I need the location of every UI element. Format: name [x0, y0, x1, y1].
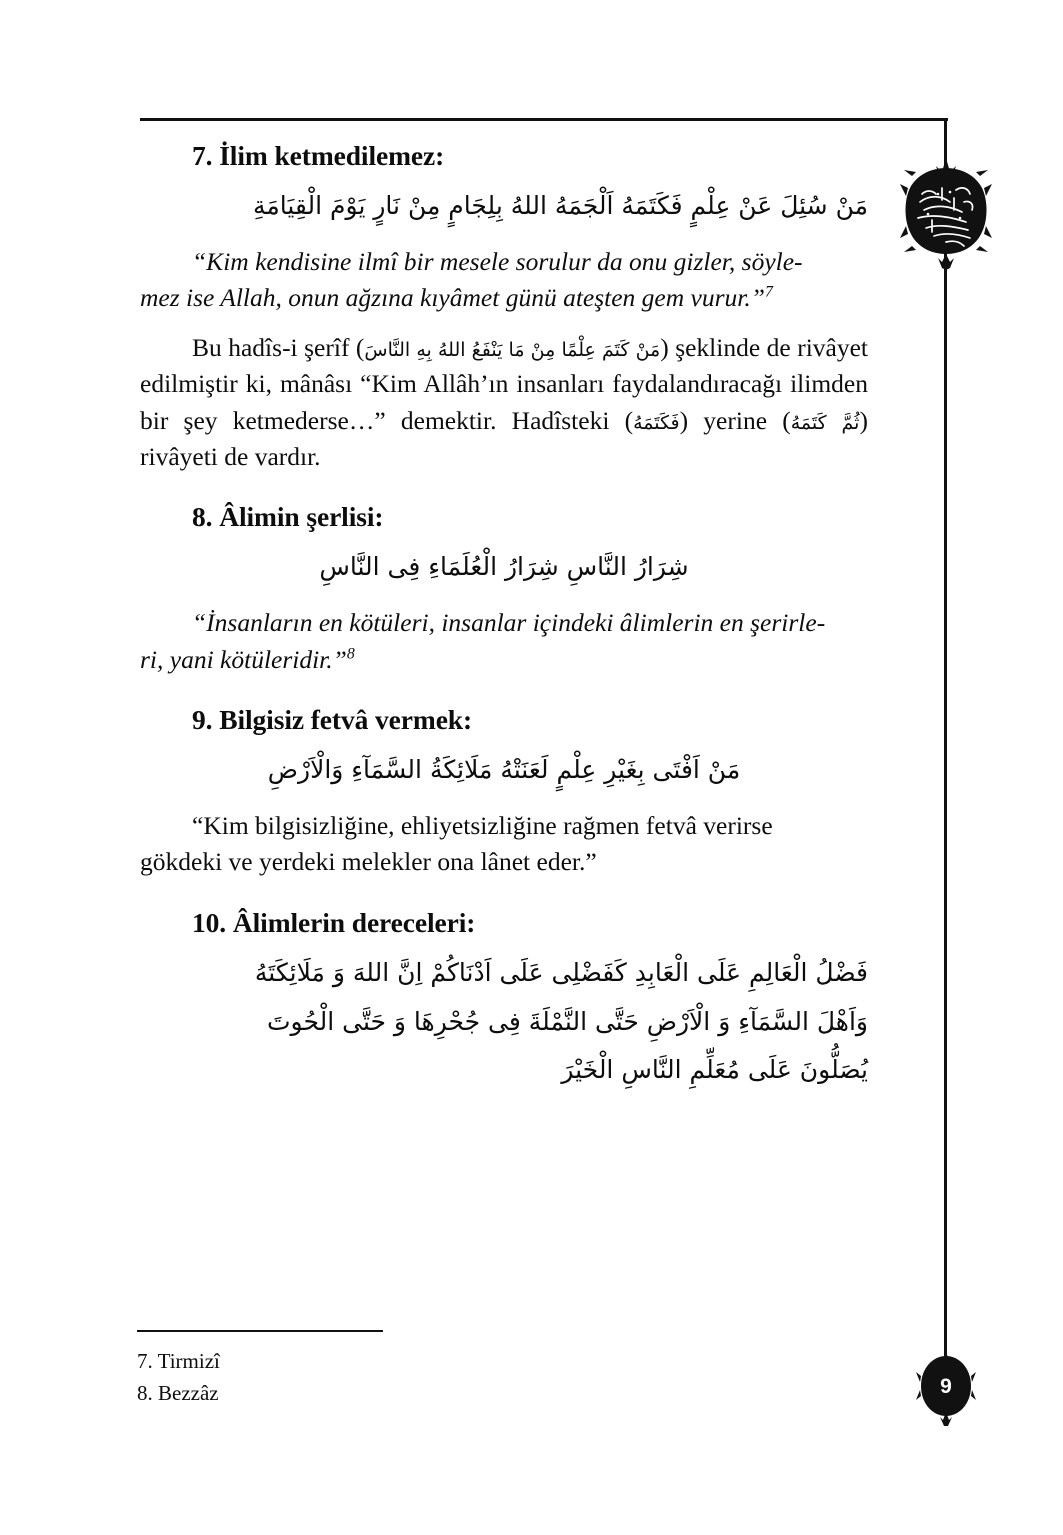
footnote-ref-7: 7 [764, 283, 773, 301]
arabic-hadith-7 [140, 182, 868, 231]
arabic-line: شِرَارُ النَّاسِ شِرَارُ الْعُلَمَاءِ فِى النَّاسِ [319, 552, 689, 582]
translation-line-2: ri, yani kötüleridir.” [140, 644, 347, 674]
arabic-line: مَنْ سُئِلَ عَنْ عِلْمٍ فَكَتَمَهُ اَلْجَمَهُ اللهُ بِلِجَامٍ مِنْ نَارٍ يَوْمَ الْقِيَامَةِ [252, 191, 868, 220]
translation-line-2: mez ise Allah, onun ağzına kıyâmet günü ateşten gem vurur.” [140, 283, 765, 313]
arabic-hadith-8 [140, 543, 868, 592]
right-vertical-rule [944, 118, 947, 1356]
inline-arabic-3: ثُمَّ كَتَمَهُ [790, 411, 860, 434]
translation-9 [140, 808, 868, 881]
text-column [140, 140, 868, 1095]
inline-arabic-2: فَكَتَمَهُ [633, 411, 680, 434]
translation-line-1: “İnsanların en kötüleri, insanlar içindeki âlimlerin en şerirle- [192, 608, 826, 638]
inline-arabic-1: مَنْ كَتَمَ عِلْمًا مِنْ مَا يَنْفَعُ اللهُ بِهِ النَّاسَ [364, 338, 661, 361]
footnote-item: 7. Tirmizî [137, 1349, 220, 1373]
section-heading-10: 10. Âlimlerin dereceleri: [192, 906, 476, 938]
paragraph-after-1: ) şeklinde de rivâyet edilmiştir ki, mânâsı “Kim Allâh’ın insanları faydalandıracağı ilimden bir şey ketmederse…” demektir. Hadîsteki ( [140, 332, 869, 435]
translation-line-1: “Kim kendisine ilmî bir mesele sorulur da onu gizler, söyle- [192, 246, 803, 276]
arabic-line-1: فَضْلُ الْعَالِمِ عَلَى الْعَابِدِ كَفَضْلِى عَلَى اَدْنَاكُمْ اِنَّ اللهَ وَ مَلَائِكَتَهُ [254, 957, 868, 987]
translation-8 [140, 605, 868, 678]
arabic-hadith-9 [140, 746, 868, 795]
footnote-separator-rule [137, 1330, 383, 1332]
section-heading-9: 9. Bilgisiz fetvâ vermek: [192, 704, 473, 736]
arabic-hadith-10 [140, 949, 868, 1095]
paragraph-lead: Bu hadîs-i şerîf ( [192, 332, 365, 362]
paragraph-mid: ) yerine ( [679, 405, 791, 435]
section-heading-7: 7. İlim ketmedilemez: [192, 140, 445, 171]
translation-line-1: “Kim bilgisizliğine, ehliyetsizliğine rağmen fetvâ verirse [192, 810, 773, 840]
explanatory-paragraph [140, 330, 868, 476]
section-heading-8: 8. Âlimin şerlisi: [192, 501, 384, 533]
translation-line-2: gökdeki ve yerdeki melekler ona lânet eder.” [140, 847, 597, 877]
footnote-ref-8: 8 [346, 645, 355, 663]
calligraphic-medallion-icon [898, 158, 994, 270]
arabic-line: مَنْ اَفْتَى بِغَيْرِ عِلْمٍ لَعَنَتْهُ مَلَائِكَةُ السَّمَآءِ وَالْاَرْضِ [267, 755, 741, 785]
page-number-medallion [915, 1350, 977, 1426]
paragraph-after-3: ) rivâyeti de vardır. [140, 405, 868, 472]
translation-7 [140, 244, 868, 317]
arabic-line-3: يُصَلُّونَ عَلَى مُعَلِّمِ النَّاسِ الْخَيْرَ [561, 1055, 868, 1085]
page-number-label: 9 [940, 1375, 952, 1398]
arabic-line-2: وَاَهْلَ السَّمَآءِ وَ الْاَرْضِ حَتَّى النَّمْلَةَ فِى جُحْرِهَا وَ حَتَّى الْحُوتَ [267, 1006, 868, 1036]
top-border-rule [140, 118, 948, 121]
footnote-area [137, 1330, 637, 1409]
footnote-item: 8. Bezzâz [137, 1380, 219, 1405]
